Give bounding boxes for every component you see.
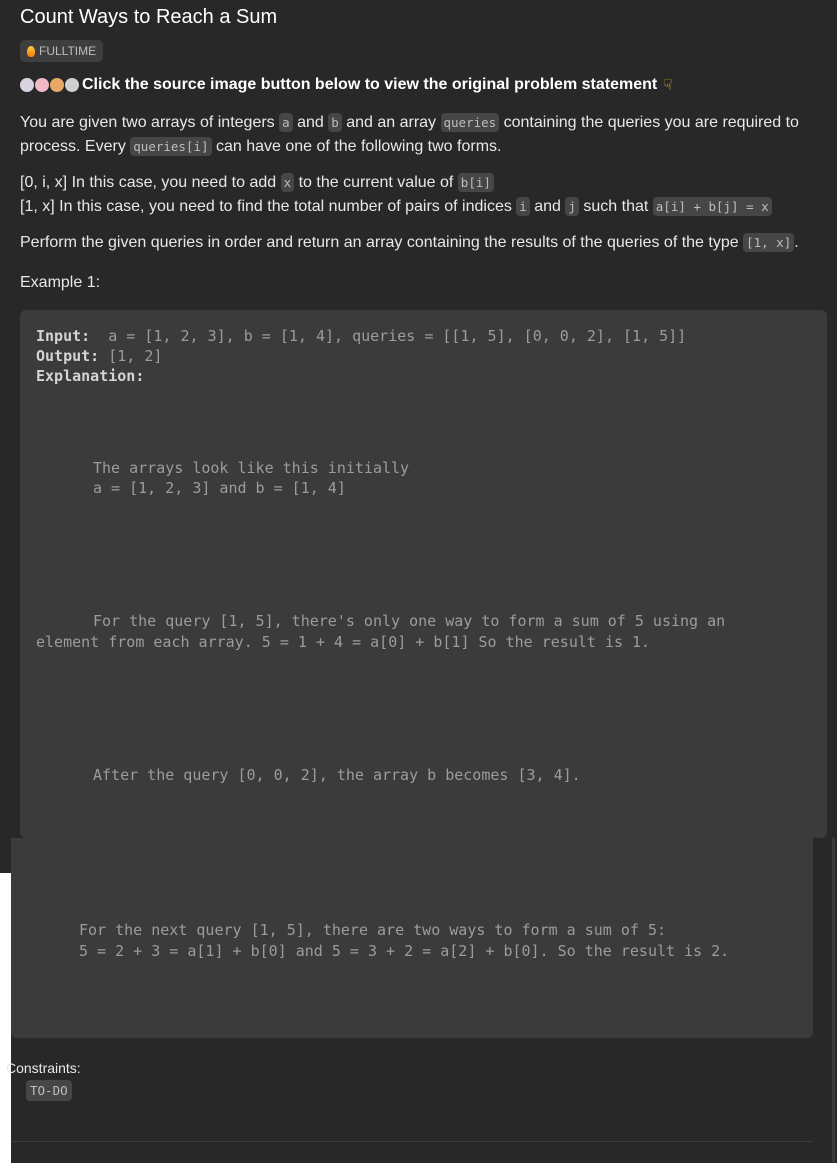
source-banner xyxy=(20,76,672,94)
inline-code: queries[i] xyxy=(130,137,211,156)
fulltime-tag xyxy=(20,40,103,62)
output-label: Output: xyxy=(36,347,100,365)
input-label: Input: xyxy=(36,327,91,345)
text: can have one of the following two forms. xyxy=(211,138,502,155)
inline-code: b xyxy=(328,113,342,132)
return-paragraph xyxy=(20,231,820,255)
example-code-block xyxy=(20,310,827,838)
explanation-text: a = [1, 2, 3] and b = [1, 4] xyxy=(93,479,346,497)
banner-text: Click the source image button below to view the original problem statement xyxy=(82,76,658,93)
description-paragraph xyxy=(20,111,820,159)
text: Perform the given queries in order and return an array containing the results of the queries of the type xyxy=(20,234,744,251)
explanation-text: element from each array. 5 = 1 + 4 = a[0] + b[1] So the result is 1. xyxy=(36,633,651,651)
output-value: [1, 2] xyxy=(99,347,163,365)
dog-icon xyxy=(50,78,64,92)
inline-code: [1, x] xyxy=(743,233,794,252)
query-form-2 xyxy=(20,195,820,219)
text: and xyxy=(292,114,329,131)
panda-icon xyxy=(65,78,79,92)
text: [0, i, x] In this case, you need to add xyxy=(20,174,281,191)
constraints-label: Constraints: xyxy=(6,1060,81,1076)
rabbit-icon xyxy=(20,78,34,92)
inline-code: x xyxy=(281,173,295,192)
constraints-value: TO-DO xyxy=(26,1080,72,1101)
input-value: a = [1, 2, 3], b = [1, 4], queries = [[1, 5], [0, 0, 2], [1, 5]] xyxy=(90,327,687,345)
text: containing the queries you are required to process. Every xyxy=(20,114,799,155)
explanation-text: 5 = 2 + 3 = a[1] + b[0] and 5 = 3 + 2 = a[2] + b[0]. So the result is 2. xyxy=(79,942,730,960)
page-edge xyxy=(0,873,11,1163)
explanation-text: For the query [1, 5], there's only one way to form a sum of 5 using an xyxy=(93,612,726,630)
text: [1, x] In this case, you need to find the total number of pairs of indices xyxy=(20,198,517,215)
fire-icon xyxy=(27,46,35,57)
pointing-down-icon: ☟ xyxy=(663,77,673,94)
inline-code: j xyxy=(565,197,579,216)
inline-code: i xyxy=(516,197,530,216)
text: You are given two arrays of integers xyxy=(20,114,280,131)
example-heading: Example 1: xyxy=(20,274,101,291)
text: . xyxy=(794,234,799,251)
query-form-1 xyxy=(20,171,820,195)
scrollbar-track[interactable] xyxy=(832,838,835,1163)
text: and xyxy=(529,198,566,215)
text: to the current value of xyxy=(294,174,458,191)
animal-emoji-icons xyxy=(20,78,79,92)
inline-code: queries xyxy=(441,113,500,132)
text: and an array xyxy=(341,114,441,131)
divider xyxy=(11,1141,813,1142)
tag-label: FULLTIME xyxy=(39,44,97,58)
explanation-label: Explanation: xyxy=(36,367,145,385)
inline-code: a xyxy=(279,113,293,132)
example-input-line xyxy=(36,326,686,346)
explanation-text: The arrays look like this initially xyxy=(93,459,410,477)
explanation-text: For the next query [1, 5], there are two ways to form a sum of 5: xyxy=(79,921,666,939)
text: such that xyxy=(578,198,653,215)
explanation-text: After the query [0, 0, 2], the array b becomes [3, 4]. xyxy=(93,766,581,784)
page-title: Count Ways to Reach a Sum xyxy=(20,6,278,28)
inline-code: b[i] xyxy=(458,173,494,192)
hamster-icon xyxy=(35,78,49,92)
example-output-line xyxy=(36,346,162,366)
inline-code: a[i] + b[j] = x xyxy=(653,197,772,216)
example-explanation-line xyxy=(36,366,144,386)
